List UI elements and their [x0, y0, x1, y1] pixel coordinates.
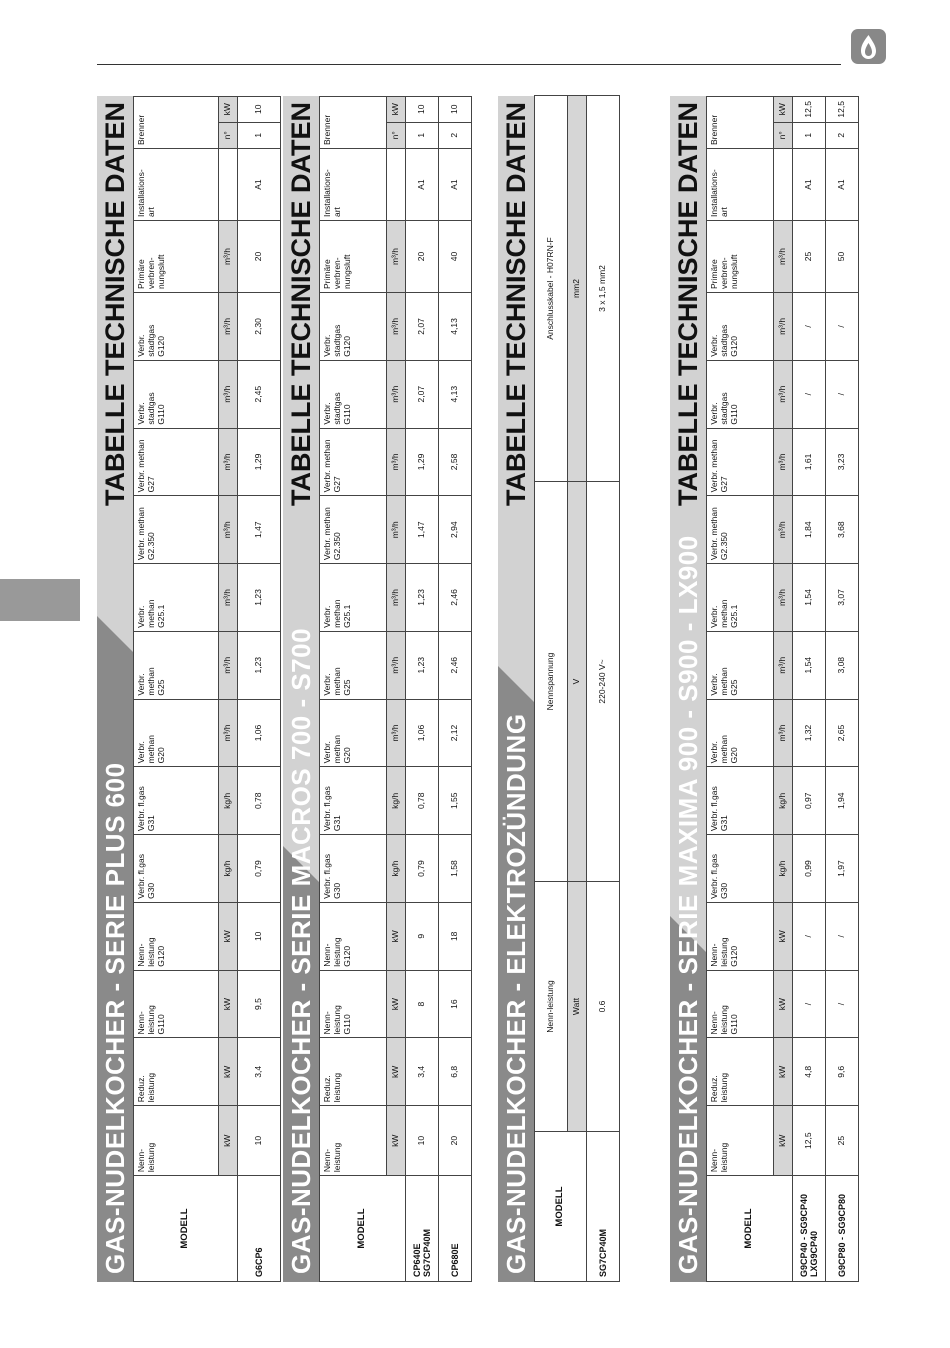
value-cell: 2,46	[439, 631, 472, 699]
unit-cell: m³/h	[387, 496, 406, 564]
section-rotated	[283, 96, 472, 1282]
units-row	[219, 97, 238, 1282]
value-cell: 1,23	[406, 631, 439, 699]
column-header: Verbr. stadtgas G110	[707, 360, 774, 428]
units-row	[387, 97, 406, 1282]
unit-cell: kW	[387, 97, 406, 123]
column-header: Installations- art	[134, 149, 219, 221]
table-row	[439, 97, 472, 1282]
spec-table	[133, 96, 281, 1282]
unit-cell: m³/h	[219, 221, 238, 293]
model-name: G9CP80 - SG9CP80	[826, 1176, 859, 1282]
section-title-bar	[670, 96, 706, 1282]
column-header: Verbr. methan G25	[320, 631, 387, 699]
value-cell: A1	[793, 149, 826, 221]
unit-cell: kg/h	[387, 767, 406, 835]
column-header: Nenn-leistung	[535, 882, 568, 1132]
value-cell: 3,4	[406, 1038, 439, 1106]
unit-cell: kW	[219, 1038, 238, 1106]
value-cell: 12,5	[793, 97, 826, 123]
value-cell: 1,47	[238, 496, 281, 564]
column-header: Verbr. methan G25.1	[134, 564, 219, 632]
value-cell: A1	[238, 149, 281, 221]
column-header: Primäre verbren- nungsluft	[707, 221, 774, 293]
value-cell: 1,23	[406, 564, 439, 632]
value-cell: 1,61	[793, 428, 826, 496]
value-cell: 2	[439, 122, 472, 148]
header-row	[134, 97, 219, 1282]
value-cell: 20	[439, 1106, 472, 1176]
column-header: Nenn- leistung G110	[707, 970, 774, 1038]
unit-cell: m³/h	[774, 564, 793, 632]
value-cell: 1,06	[238, 699, 281, 767]
value-cell: 0,79	[406, 835, 439, 903]
unit-cell: kW	[774, 970, 793, 1038]
section-title: GAS-NUDELKOCHER - SERIE MAXIMA 900 - S900 - LX900	[673, 535, 703, 1274]
column-header: Verbr. stadtgas G110	[320, 360, 387, 428]
unit-cell: m³/h	[219, 564, 238, 632]
unit-cell: m³/h	[219, 631, 238, 699]
value-cell: 20	[238, 221, 281, 293]
unit-cell	[774, 149, 793, 221]
column-header: Verbr. methan G25	[134, 631, 219, 699]
column-header: Installations- art	[707, 149, 774, 221]
value-cell: 1,54	[793, 564, 826, 632]
unit-cell: m³/h	[219, 360, 238, 428]
value-cell: 2,07	[406, 293, 439, 361]
value-cell: 1,23	[238, 564, 281, 632]
value-cell: 3,68	[826, 496, 859, 564]
value-cell: 10	[238, 902, 281, 970]
value-cell: 50	[826, 221, 859, 293]
unit-cell: mm2	[568, 96, 587, 482]
unit-cell: m³/h	[219, 293, 238, 361]
value-cell: 1,55	[439, 767, 472, 835]
value-cell: 2	[826, 122, 859, 148]
value-cell: 1,29	[238, 428, 281, 496]
value-cell: 12,5	[826, 97, 859, 123]
value-cell: 3,07	[826, 564, 859, 632]
header-row	[707, 97, 774, 1282]
value-cell: 1	[406, 122, 439, 148]
column-header: Brenner	[320, 97, 387, 149]
value-cell: /	[793, 902, 826, 970]
column-header: Verbr. fl.gas G31	[134, 767, 219, 835]
model-header: MODELL	[320, 1176, 406, 1282]
column-header: Verbr. fl.gas G31	[707, 767, 774, 835]
column-header: Verbr. fl.gas G30	[320, 835, 387, 903]
column-header: Verbr. methan G27	[134, 428, 219, 496]
unit-cell: m³/h	[774, 293, 793, 361]
unit-cell: Watt	[568, 882, 587, 1132]
spec-section	[283, 96, 460, 1282]
column-header: Verbr. stadtgas G120	[134, 293, 219, 361]
unit-cell: m³/h	[774, 360, 793, 428]
unit-cell: kg/h	[774, 835, 793, 903]
value-cell: 1,54	[793, 631, 826, 699]
unit-cell: m³/h	[387, 699, 406, 767]
table-row	[793, 97, 826, 1282]
unit-cell: kW	[219, 1106, 238, 1176]
unit-cell: m³/h	[219, 496, 238, 564]
spec-table	[706, 96, 859, 1282]
column-header: Brenner	[707, 97, 774, 149]
spec-section	[670, 96, 847, 1282]
spec-table	[319, 96, 472, 1282]
column-header: Anschlusskabel - H07RN-F	[535, 96, 568, 482]
value-cell: 3,23	[826, 428, 859, 496]
header-rule	[97, 64, 841, 65]
column-header: Reduz. leistung	[134, 1038, 219, 1106]
column-header: Brenner	[134, 97, 219, 149]
flame-logo-icon	[851, 29, 886, 64]
section-subtitle: TABELLE TECHNISCHE DATEN	[286, 102, 316, 506]
column-header: Verbr. fl.gas G30	[707, 835, 774, 903]
value-cell: 10	[238, 1106, 281, 1176]
value-cell: 9,5	[238, 970, 281, 1038]
header-row	[320, 97, 387, 1282]
value-cell: 4,8	[793, 1038, 826, 1106]
model-name: SG7CP40M	[587, 1132, 620, 1282]
section-title-bar	[97, 96, 133, 1282]
table-row	[238, 97, 281, 1282]
unit-cell: kg/h	[774, 767, 793, 835]
section-subtitle: TABELLE TECHNISCHE DATEN	[501, 102, 531, 506]
section-title: GAS-NUDELKOCHER - ELEKTROZÜNDUNG	[501, 713, 531, 1274]
value-cell: /	[826, 360, 859, 428]
value-cell: 3,4	[238, 1038, 281, 1106]
column-header: Verbr. fl.gas G30	[134, 835, 219, 903]
value-cell: /	[826, 902, 859, 970]
column-header: Verbr. methan G25	[707, 631, 774, 699]
value-cell: /	[793, 360, 826, 428]
section-subtitle: TABELLE TECHNISCHE DATEN	[100, 102, 130, 506]
unit-cell: kW	[219, 97, 238, 123]
section-title: GAS-NUDELKOCHER - SERIE MACROS 700 - S700	[286, 627, 316, 1274]
value-cell: 2,65	[826, 699, 859, 767]
section-title: GAS-NUDELKOCHER - SERIE PLUS 600	[100, 762, 130, 1274]
value-cell: /	[793, 293, 826, 361]
table-row	[406, 97, 439, 1282]
unit-cell: kW	[774, 1106, 793, 1176]
value-cell: 10	[406, 1106, 439, 1176]
value-cell: 1	[793, 122, 826, 148]
column-header: Primäre verbren- nungsluft	[320, 221, 387, 293]
spec-section	[97, 96, 264, 1282]
header-row	[535, 96, 568, 1282]
unit-cell: m³/h	[387, 564, 406, 632]
value-cell: 1	[238, 122, 281, 148]
column-header: Installations- art	[320, 149, 387, 221]
model-name: CP640E SG7CP40M	[406, 1176, 439, 1282]
table-row	[587, 96, 620, 1282]
model-header: MODELL	[134, 1176, 238, 1282]
value-cell: 2,07	[406, 360, 439, 428]
column-header: Reduz. leistung	[707, 1038, 774, 1106]
column-header: Verbr. methan G27	[320, 428, 387, 496]
section-rotated	[498, 96, 620, 1282]
value-cell: 10	[439, 97, 472, 123]
model-name: G6CP6	[238, 1176, 281, 1282]
value-cell: 10	[238, 97, 281, 123]
column-header: Nenn- leistung	[707, 1106, 774, 1176]
value-cell: 2,46	[439, 564, 472, 632]
unit-cell: m³/h	[774, 631, 793, 699]
value-cell: A1	[406, 149, 439, 221]
value-cell: 2,45	[238, 360, 281, 428]
value-cell: 2,94	[439, 496, 472, 564]
value-cell: 9,6	[826, 1038, 859, 1106]
column-header: Nenn- leistung G120	[134, 902, 219, 970]
unit-cell: m³/h	[387, 428, 406, 496]
value-cell: 12,5	[793, 1106, 826, 1176]
unit-cell: n°	[774, 122, 793, 148]
value-cell: 6,8	[439, 1038, 472, 1106]
model-name: G9CP40 - SG9CP40 LXG9CP40	[793, 1176, 826, 1282]
column-header: Verbr. stadtgas G110	[134, 360, 219, 428]
value-cell: 40	[439, 221, 472, 293]
units-row	[774, 97, 793, 1282]
unit-cell: kW	[219, 902, 238, 970]
value-cell: 1,97	[826, 835, 859, 903]
value-cell: /	[826, 293, 859, 361]
value-cell: 3 x 1,5 mm2	[587, 96, 620, 482]
value-cell: 1,32	[793, 699, 826, 767]
column-header: Verbr. methan G20	[134, 699, 219, 767]
value-cell: 25	[793, 221, 826, 293]
unit-cell: kW	[774, 902, 793, 970]
column-header: Nenn- leistung	[134, 1106, 219, 1176]
unit-cell: m³/h	[774, 221, 793, 293]
unit-cell: m³/h	[774, 699, 793, 767]
unit-cell: m³/h	[219, 428, 238, 496]
section-rotated	[97, 96, 281, 1282]
value-cell: 3,08	[826, 631, 859, 699]
unit-cell: kW	[387, 970, 406, 1038]
model-name: CP680E	[439, 1176, 472, 1282]
unit-cell: kW	[219, 970, 238, 1038]
value-cell: 4,13	[439, 360, 472, 428]
value-cell: 0.6	[587, 882, 620, 1132]
column-header: Reduz. leistung	[320, 1038, 387, 1106]
value-cell: 1,06	[406, 699, 439, 767]
value-cell: 1,29	[406, 428, 439, 496]
column-header: Nenn- leistung G120	[707, 902, 774, 970]
column-header: Verbr. methan G25.1	[320, 564, 387, 632]
column-header: Verbr. fl.gas G31	[320, 767, 387, 835]
unit-cell: kW	[774, 1038, 793, 1106]
value-cell: 8	[406, 970, 439, 1038]
unit-cell: m³/h	[387, 631, 406, 699]
column-header: Nennspannung	[535, 482, 568, 882]
unit-cell: kW	[387, 1038, 406, 1106]
value-cell: 1,58	[439, 835, 472, 903]
value-cell: A1	[439, 149, 472, 221]
value-cell: 2,58	[439, 428, 472, 496]
value-cell: 2,12	[439, 699, 472, 767]
column-header: Primäre verbren- nungsluft	[134, 221, 219, 293]
value-cell: 4,13	[439, 293, 472, 361]
column-header: Verbr. stadtgas G120	[320, 293, 387, 361]
chapter-tab	[0, 579, 80, 621]
section-title-bar	[498, 96, 534, 1282]
value-cell: 220-240 V~	[587, 482, 620, 882]
value-cell: 9	[406, 902, 439, 970]
section-title-bar	[283, 96, 319, 1282]
column-header: Verbr. methan G25.1	[707, 564, 774, 632]
value-cell: 1,94	[826, 767, 859, 835]
value-cell: /	[793, 970, 826, 1038]
value-cell: 16	[439, 970, 472, 1038]
column-header: Nenn- leistung G110	[320, 970, 387, 1038]
column-header: Verbr. methan G20	[320, 699, 387, 767]
column-header: Verbr. methan G20	[707, 699, 774, 767]
unit-cell	[219, 149, 238, 221]
column-header: Nenn- leistung G110	[134, 970, 219, 1038]
unit-cell: m³/h	[387, 293, 406, 361]
value-cell: 0,79	[238, 835, 281, 903]
value-cell: A1	[826, 149, 859, 221]
value-cell: 0,97	[793, 767, 826, 835]
unit-cell: n°	[387, 122, 406, 148]
value-cell: 1,47	[406, 496, 439, 564]
column-header: Nenn- leistung G120	[320, 902, 387, 970]
column-header: Verbr. methan G2.350	[320, 496, 387, 564]
column-header: Verbr. stadtgas G120	[707, 293, 774, 361]
value-cell: 0,78	[406, 767, 439, 835]
unit-cell: V	[568, 482, 587, 882]
section-subtitle: TABELLE TECHNISCHE DATEN	[673, 102, 703, 506]
unit-cell	[387, 149, 406, 221]
unit-cell: kg/h	[219, 835, 238, 903]
units-row	[568, 96, 587, 1282]
column-header: Verbr. methan G27	[707, 428, 774, 496]
value-cell: 20	[406, 221, 439, 293]
unit-cell: kW	[774, 97, 793, 123]
value-cell: /	[826, 970, 859, 1038]
value-cell: 18	[439, 902, 472, 970]
table-row	[826, 97, 859, 1282]
model-header: MODELL	[535, 1132, 587, 1282]
unit-cell: kg/h	[387, 835, 406, 903]
model-header: MODELL	[707, 1176, 793, 1282]
value-cell: 25	[826, 1106, 859, 1176]
value-cell: 10	[406, 97, 439, 123]
unit-cell: m³/h	[387, 221, 406, 293]
value-cell: 0,78	[238, 767, 281, 835]
column-header: Nenn- leistung	[320, 1106, 387, 1176]
spec-table	[534, 95, 620, 1282]
unit-cell: kW	[387, 902, 406, 970]
column-header: Verbr. methan G2.350	[134, 496, 219, 564]
unit-cell: m³/h	[774, 428, 793, 496]
spec-section	[498, 96, 618, 1282]
value-cell: 1,84	[793, 496, 826, 564]
column-header: Verbr. methan G2.350	[707, 496, 774, 564]
unit-cell: kW	[387, 1106, 406, 1176]
value-cell: 0,99	[793, 835, 826, 903]
unit-cell: kg/h	[219, 767, 238, 835]
value-cell: 2,30	[238, 293, 281, 361]
unit-cell: m³/h	[774, 496, 793, 564]
unit-cell: m³/h	[219, 699, 238, 767]
section-rotated	[670, 96, 859, 1282]
unit-cell: n°	[219, 122, 238, 148]
unit-cell: m³/h	[387, 360, 406, 428]
value-cell: 1,23	[238, 631, 281, 699]
